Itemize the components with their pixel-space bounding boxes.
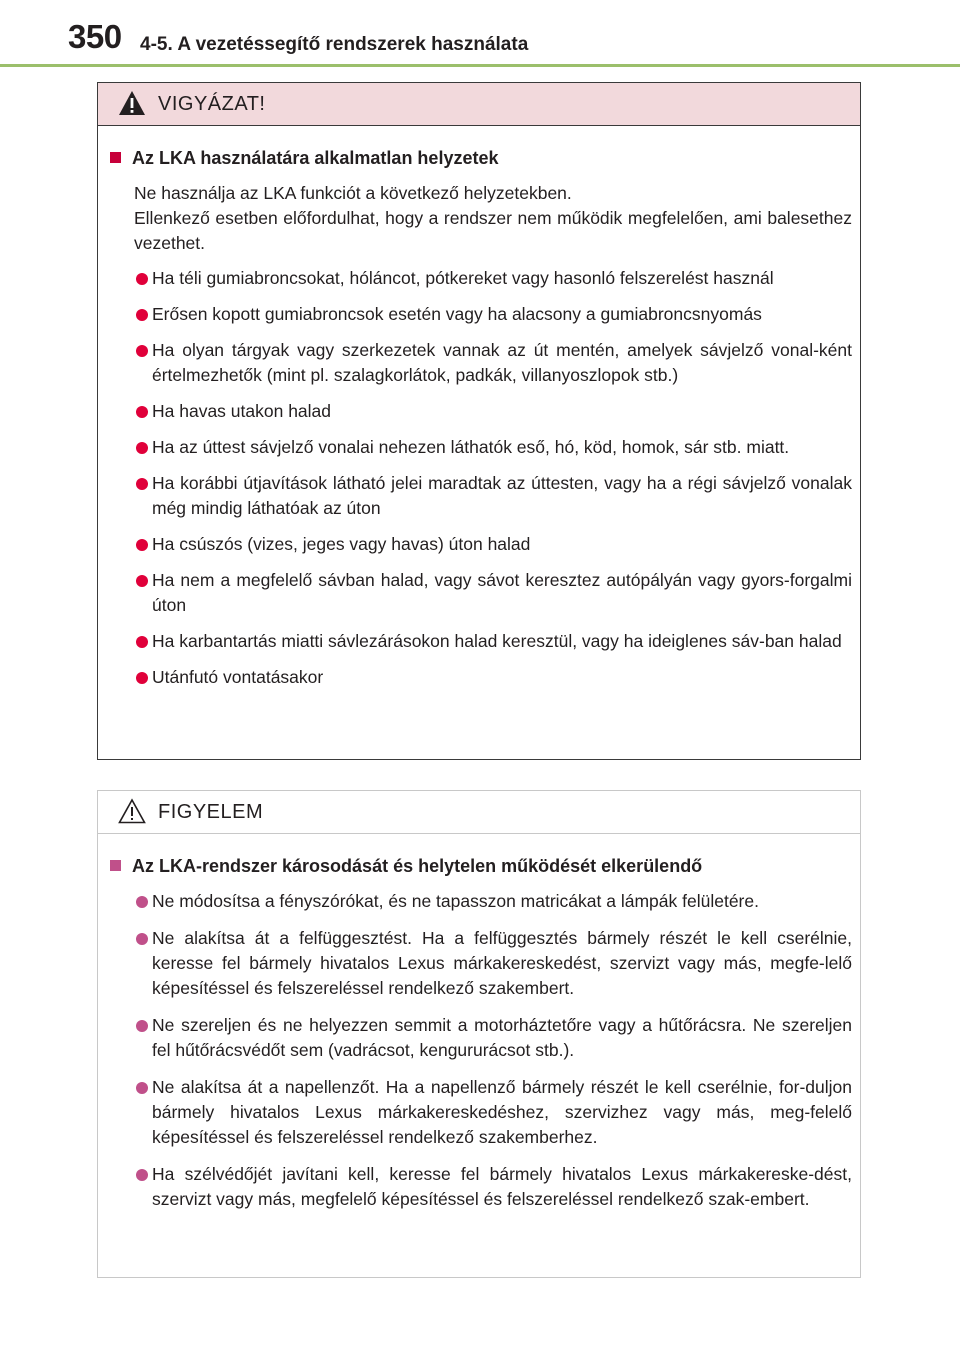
warning-heading-text: Az LKA használatára alkalmatlan helyzetek (132, 148, 499, 168)
warning-list (108, 266, 852, 690)
list-item (108, 1013, 852, 1063)
bullet-dot-icon (136, 273, 148, 285)
caution-heading-text: Az LKA-rendszer károsodását és helytelen működését elkerülendő (132, 856, 703, 876)
bullet-dot-icon (136, 1169, 148, 1181)
bullet-dot-icon (136, 345, 148, 357)
list-item (108, 266, 852, 291)
warning-header (98, 83, 860, 126)
bullet-dot-icon (136, 636, 148, 648)
caution-box (97, 790, 861, 1278)
list-item-text: Ha az úttest sávjelző vonalai nehezen láthatók eső, hó, köd, homok, sár stb. miatt. (152, 437, 790, 457)
list-item-text: Utánfutó vontatásakor (152, 667, 324, 687)
list-item (108, 1075, 852, 1150)
page-number: 350 (68, 18, 122, 55)
list-item (108, 338, 852, 388)
bullet-dot-icon (136, 442, 148, 454)
bullet-dot-icon (136, 539, 148, 551)
list-item-text: Ne alakítsa át a napellenzőt. Ha a napellenző bármely részét le kell cserélnie, for-duljon bármely hivatalos Lexus márkakereskedéshez, szervizhez vagy más, meg-felelő képesítéssel és felszereléssel rendelkező szakemberhez. (152, 1077, 852, 1147)
warning-box (97, 82, 861, 760)
list-item (108, 302, 852, 327)
warning-triangle-icon (118, 90, 146, 116)
bullet-dot-icon (136, 1082, 148, 1094)
list-item-text: Ne alakítsa át a felfüggesztést. Ha a felfüggesztés bármely részét le kell cserélnie, keresse fel bármely hivatalos Lexus márkakereskedést, szervizt vagy más, megfe-lelő képesítéssel és felszereléssel rendelkező szakembert. (152, 928, 852, 998)
list-item (108, 665, 852, 690)
caution-title: FIGYELEM (158, 801, 264, 823)
bullet-dot-icon (136, 1020, 148, 1032)
list-item-text: Ne szereljen és ne helyezzen semmit a motorháztetőre vagy a hűtőrácsra. Ne szereljen fel hűtőrácsvédőt sem (vadrácsot, kengururácsot stb.). (152, 1015, 852, 1060)
warning-heading (108, 148, 852, 169)
bullet-dot-icon (136, 672, 148, 684)
list-item-text: Ha téli gumiabroncsokat, hóláncot, pótkereket vagy hasonló felszerelést használ (152, 268, 774, 288)
list-item (108, 532, 852, 557)
list-item-text: Ha karbantartás miatti sávlezárásokon halad keresztül, vagy ha ideiglenes sáv-ban halad (152, 631, 842, 651)
square-bullet-icon (110, 152, 121, 163)
list-item-text: Ha olyan tárgyak vagy szerkezetek vannak az út mentén, amelyek sávjelző vonal-ként értelmezhetők (mint pl. szalagkorlátok, padkák, villanyoszlopok stb.) (152, 340, 852, 385)
header-rule (0, 64, 960, 67)
page-header (0, 0, 960, 70)
list-item-text: Ne módosítsa a fényszórókat, és ne tapasszon matricákat a lámpák felületére. (152, 891, 759, 911)
list-item (108, 629, 852, 654)
bullet-dot-icon (136, 933, 148, 945)
bullet-dot-icon (136, 575, 148, 587)
square-bullet-icon (110, 860, 121, 871)
list-item-text: Ha havas utakon halad (152, 401, 332, 421)
bullet-dot-icon (136, 406, 148, 418)
list-item (108, 471, 852, 521)
list-item (108, 1162, 852, 1212)
list-item-text: Ha csúszós (vizes, jeges vagy havas) úton halad (152, 534, 531, 554)
list-item (108, 926, 852, 1001)
caution-heading (108, 856, 852, 877)
warning-title: VIGYÁZAT! (158, 93, 266, 115)
list-item-text: Ha korábbi útjavítások látható jelei maradtak az úttesten, vagy ha a régi sávjelző vonalak még mindig láthatóak az úton (152, 473, 852, 518)
caution-list (108, 889, 852, 1212)
list-item (108, 568, 852, 618)
caution-triangle-icon (118, 798, 146, 824)
warning-intro: Ne használja az LKA funkciót a következő helyzetekben. Ellenkező esetben előfordulhat, hogy a rendszer nem működik megfelelően, ami balesethez vezethet. (134, 183, 852, 253)
list-item (108, 399, 852, 424)
bullet-dot-icon (136, 896, 148, 908)
caution-header (98, 791, 860, 834)
bullet-dot-icon (136, 309, 148, 321)
list-item-text: Ha nem a megfelelő sávban halad, vagy sávot keresztez autópályán vagy gyors-forgalmi úton (152, 570, 852, 615)
list-item-text: Erősen kopott gumiabroncsok esetén vagy ha alacsony a gumiabroncsnyomás (152, 304, 762, 324)
bullet-dot-icon (136, 478, 148, 490)
list-item-text: Ha szélvédőjét javítani kell, keresse fel bármely hivatalos Lexus márkakereske-dést, szervizt vagy más, megfelelő képesítéssel és felszereléssel rendelkező szak-embert. (152, 1164, 852, 1209)
section-title: 4-5. A vezetéssegítő rendszerek használata (140, 34, 529, 55)
list-item (108, 889, 852, 914)
list-item (108, 435, 852, 460)
